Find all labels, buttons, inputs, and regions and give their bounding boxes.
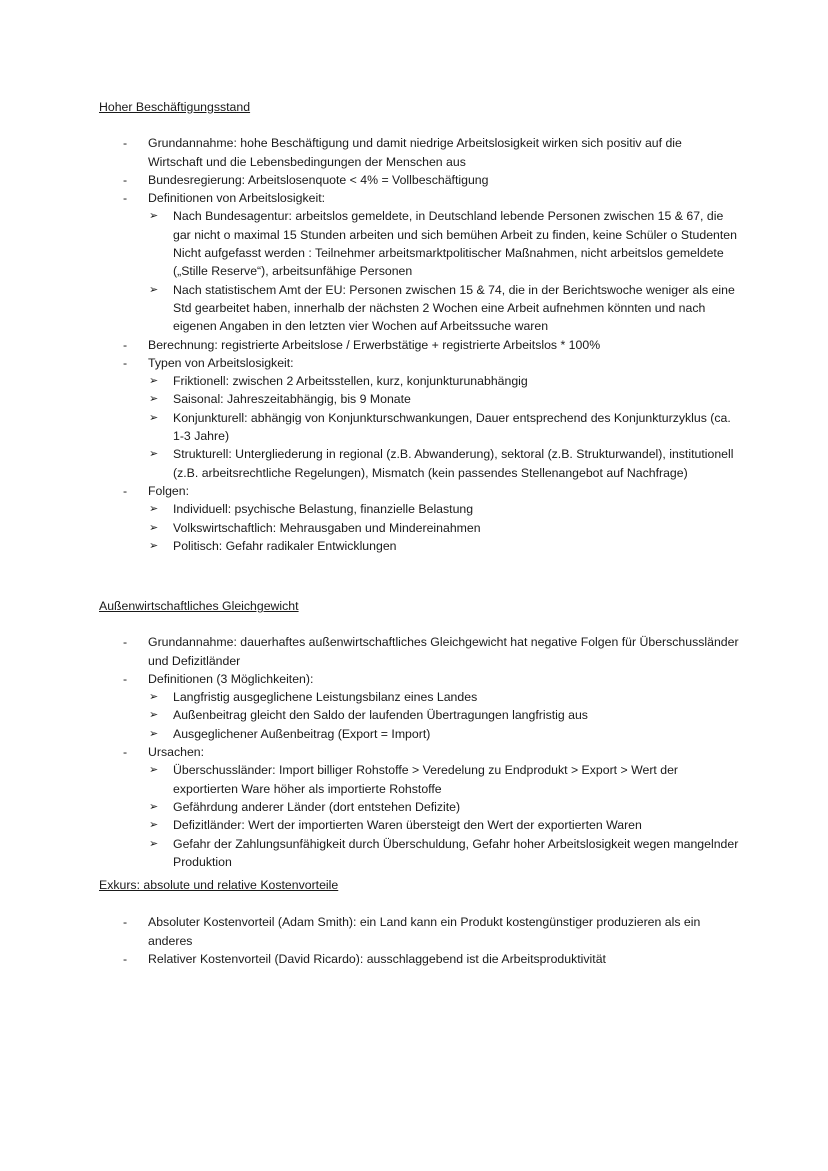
- list-item: - Bundesregierung: Arbeitslosenquote < 4% = Vollbeschäftigung: [99, 171, 739, 189]
- dash-bullet-icon: -: [123, 635, 128, 650]
- sub-list: [148, 688, 739, 743]
- list-item: - Definitionen (3 Möglichkeiten): ➢ Langfristig ausgeglichene Leistungsbilanz eines Landes ➢ Außenbeitrag gleicht den Saldo der laufenden Übertragungen langfristig aus ➢ Ausgeglichener Außenbeitrag (Export = Import): [99, 670, 739, 743]
- arrow-bullet-icon: ➢: [149, 709, 159, 722]
- list-item: - Relativer Kostenvorteil (David Ricardo): ausschlaggebend ist die Arbeitsproduktivität: [99, 950, 739, 968]
- arrow-bullet-icon: ➢: [149, 375, 159, 388]
- sub-list-item: ➢ Politisch: Gefahr radikaler Entwicklungen: [148, 537, 739, 555]
- sub-list: [148, 500, 739, 555]
- list-item: - Typen von Arbeitslosigkeit: ➢ Friktionell: zwischen 2 Arbeitsstellen, kurz, konjunkturunabhängig ➢ Saisonal: Jahreszeitabhängig, bis 9 Monate ➢ Konjunkturell: abhängig von Konjunkturschwankungen, Dauer entsprechend des Konjunkturzyklus (ca. 1-3 Jahre) ➢ Strukturell: Untergliederung in regional (z.B. Abwanderung), sektoral (z.B. Strukturwandel), institutionell (z.B. arbeitsrechtliche Regelungen), Mismatch (kein passendes Stellenangebot auf Nachfrage): [99, 354, 739, 482]
- arrow-bullet-icon: ➢: [149, 503, 159, 516]
- section-beschaeftigung: [99, 98, 739, 555]
- sub-list: [148, 372, 739, 482]
- list-item: - Definitionen von Arbeitslosigkeit: ➢ Nach Bundesagentur: arbeitslos gemeldete, in Deutschland lebende Personen zwischen 15 & 67, die gar nicht o maximal 15 Stunden arbeiten und sich bemühen Arbeit zu finden, keine Schüler o Studenten Nicht aufgefasst werden : Teilnehmer arbeitsmarktpolitischer Maßnahmen, nicht arbeitslos gemeldete („Stille Reserve“), arbeitsunfähige Personen ➢ Nach statistischem Amt der EU: Personen zwischen 15 & 74, die in der Berichtswoche weniger als eine Std gearbeitet haben, innerhalb der nächsten 2 Wochen eine Arbeit aufnehmen könnten und nach eigenen Angaben in den letzten vier Wochen auf Arbeitssuche waren: [99, 189, 739, 335]
- dash-bullet-icon: -: [123, 951, 128, 966]
- arrow-bullet-icon: ➢: [149, 691, 159, 704]
- sub-list-item: ➢ Ausgeglichener Außenbeitrag (Export = Import): [148, 725, 739, 743]
- dash-bullet-icon: -: [123, 337, 128, 352]
- list-item: - Absoluter Kostenvorteil (Adam Smith): ein Land kann ein Produkt kostengünstiger produzieren als ein anderes: [123, 915, 701, 948]
- sub-list-item: ➢ Überschussländer: Import billiger Rohstoffe > Veredelung zu Endprodukt > Export > Wert der exportierten Ware höher als importierte Rohstoffe: [149, 763, 679, 796]
- sub-note: Nicht aufgefasst werden : Teilnehmer arbeitsmarktpolitischer Maßnahmen, nicht arbeitslos gemeldete („Stille Reserve“), arbeitsunfähige Personen: [173, 246, 724, 279]
- sub-list-item: ➢ Langfristig ausgeglichene Leistungsbilanz eines Landes: [148, 688, 739, 706]
- dash-bullet-icon: -: [123, 915, 128, 930]
- sub-list-item: ➢ Defizitländer: Wert der importierten Waren übersteigt den Wert der exportierten Waren: [148, 816, 739, 834]
- sub-list-item: ➢ Strukturell: Untergliederung in regional (z.B. Abwanderung), sektoral (z.B. Strukturwandel), institutionell (z.B. arbeitsrechtliche Regelungen), Mismatch (kein passendes Stellenangebot auf Nachfrage): [149, 447, 734, 480]
- sub-list-item: ➢ Nach statistischem Amt der EU: Personen zwischen 15 & 74, die in der Berichtswoche weniger als eine Std gearbeitet haben, innerhalb der nächsten 2 Wochen eine Arbeit aufnehmen könnten und nach eigenen Angaben in den letzten vier Wochen auf Arbeitssuche waren: [149, 282, 735, 334]
- dash-bullet-icon: -: [123, 671, 128, 686]
- section-kostenvorteile: [99, 876, 739, 968]
- sub-list: [148, 207, 739, 335]
- sub-list-item: ➢ Gefährdung anderer Länder (dort entstehen Defizite): [148, 798, 739, 816]
- section-heading: Exkurs: absolute und relative Kostenvorteile: [99, 878, 339, 892]
- arrow-bullet-icon: ➢: [149, 521, 159, 534]
- arrow-bullet-icon: ➢: [149, 393, 159, 406]
- dash-bullet-icon: -: [123, 191, 128, 206]
- bullet-list: [99, 913, 739, 968]
- sub-list-item: ➢ Individuell: psychische Belastung, finanzielle Belastung: [148, 500, 739, 518]
- section-heading: Außenwirtschaftliches Gleichgewicht: [99, 599, 299, 613]
- arrow-bullet-icon: ➢: [149, 448, 159, 461]
- sub-list-item: ➢ Außenbeitrag gleicht den Saldo der laufenden Übertragungen langfristig aus: [148, 706, 739, 724]
- sub-list-item: ➢ Saisonal: Jahreszeitabhängig, bis 9 Monate: [148, 390, 739, 408]
- sub-list: [148, 761, 739, 871]
- dash-bullet-icon: -: [123, 745, 128, 760]
- sub-list-item: ➢ Nach Bundesagentur: arbeitslos gemeldete, in Deutschland lebende Personen zwischen 15 & 67, die gar nicht o maximal 15 Stunden arbeiten und sich bemühen Arbeit zu finden, keine Schüler o Studenten Nicht aufgefasst werden : Teilnehmer arbeitsmarktpolitischer Maßnahmen, nicht arbeitslos gemeldete („Stille Reserve“), arbeitsunfähige Personen: [148, 207, 739, 280]
- sub-list-item: ➢ Volkswirtschaftlich: Mehrausgaben und Mindereinahmen: [148, 519, 739, 537]
- sub-list-item: ➢ Gefahr der Zahlungsunfähigkeit durch Überschuldung, Gefahr hoher Arbeitslosigkeit wegen mangelnder Produktion: [149, 836, 739, 869]
- dash-bullet-icon: -: [123, 355, 128, 370]
- dash-bullet-icon: -: [123, 483, 128, 498]
- sub-list-item: ➢ Friktionell: zwischen 2 Arbeitsstellen, kurz, konjunkturunabhängig: [148, 372, 739, 390]
- arrow-bullet-icon: ➢: [149, 411, 159, 424]
- arrow-bullet-icon: ➢: [149, 283, 159, 296]
- list-item: - Ursachen: ➢ Überschussländer: Import billiger Rohstoffe > Veredelung zu Endprodukt > Export > Wert der exportierten Ware höher als importierte Rohstoffe ➢ Gefährdung anderer Länder (dort entstehen Defizite) ➢ Defizitländer: Wert der importierten Waren übersteigt den Wert der exportierten Waren ➢ Gefahr der Zahlungsunfähigkeit durch Überschuldung, Gefahr hoher Arbeitslosigkeit wegen mangelnder Produktion: [99, 743, 739, 871]
- arrow-bullet-icon: ➢: [149, 210, 159, 223]
- arrow-bullet-icon: ➢: [149, 819, 159, 832]
- bullet-list: [99, 134, 739, 555]
- section-aussenwirtschaft: [99, 597, 739, 871]
- list-item: - Berechnung: registrierte Arbeitslose / Erwerbstätige + registrierte Arbeitslos * 100%: [99, 336, 739, 354]
- bullet-list: [99, 633, 739, 871]
- arrow-bullet-icon: ➢: [149, 539, 159, 552]
- list-item: - Grundannahme: dauerhaftes außenwirtschaftliches Gleichgewicht hat negative Folgen für Überschussländer und Defizitländer: [123, 635, 739, 668]
- sub-list-item: ➢ Konjunkturell: abhängig von Konjunkturschwankungen, Dauer entsprechend des Konjunkturzyklus (ca. 1-3 Jahre): [149, 410, 731, 444]
- list-item: - Folgen: ➢ Individuell: psychische Belastung, finanzielle Belastung ➢ Volkswirtschaftlich: Mehrausgaben und Mindereinahmen ➢ Politisch: Gefahr radikaler Entwicklungen: [99, 482, 739, 555]
- arrow-bullet-icon: ➢: [149, 764, 159, 777]
- arrow-bullet-icon: ➢: [149, 837, 159, 850]
- dash-bullet-icon: -: [123, 136, 128, 151]
- list-item: - Grundannahme: hohe Beschäftigung und damit niedrige Arbeitslosigkeit wirken sich positiv auf die Wirtschaft und die Lebensbedingungen der Menschen aus: [123, 136, 682, 169]
- arrow-bullet-icon: ➢: [149, 800, 159, 813]
- dash-bullet-icon: -: [123, 172, 128, 187]
- arrow-bullet-icon: ➢: [149, 727, 159, 740]
- section-heading: Hoher Beschäftigungsstand: [99, 100, 251, 114]
